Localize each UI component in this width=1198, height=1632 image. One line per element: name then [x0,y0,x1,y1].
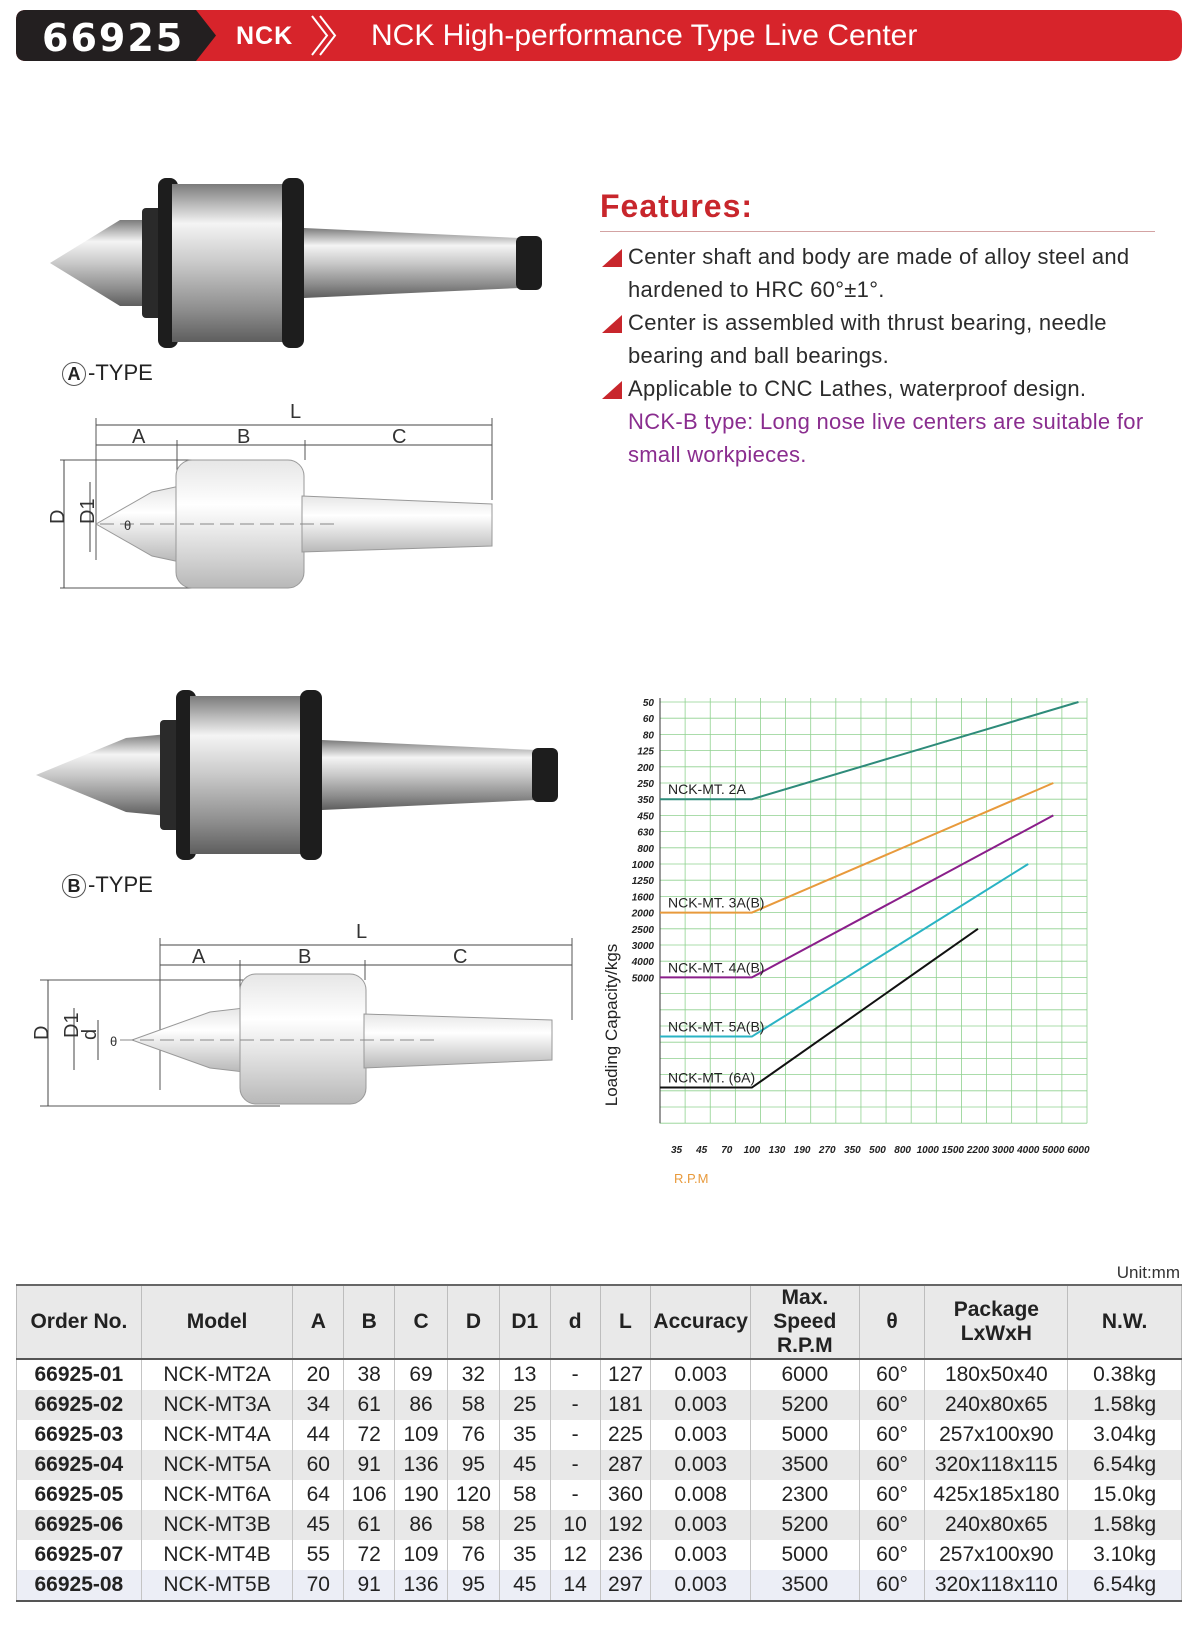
feature-item: Center is assembled with thrust bearing, needle bearing and ball bearings. [600,306,1180,372]
table-cell: - [550,1390,600,1420]
y-tick-label: 5000 [631,973,654,985]
table-cell: 76 [447,1540,499,1570]
column-header: Package LxWxH [925,1285,1068,1359]
table-cell: - [550,1450,600,1480]
x-tick-label: 350 [844,1145,861,1156]
table-cell: 5000 [750,1540,859,1570]
table-cell: 60° [859,1420,925,1450]
table-cell: 64 [293,1480,344,1510]
table-cell: 60 [293,1450,344,1480]
column-header: Model [141,1285,293,1359]
table-cell: 0.003 [651,1420,751,1450]
table-cell: 25 [499,1390,550,1420]
column-header: C [395,1285,448,1359]
table-cell: 3500 [750,1450,859,1480]
column-header: d [550,1285,600,1359]
table-cell: 181 [600,1390,651,1420]
table-cell: 0.38kg [1068,1359,1182,1390]
table-cell: 6.54kg [1068,1570,1182,1601]
table-cell: 38 [344,1359,395,1390]
triangle-bullet-icon [602,381,622,399]
table-cell: 45 [293,1510,344,1540]
table-cell: 86 [395,1510,448,1540]
y-tick-label: 60 [642,714,654,726]
x-axis-ticks [671,1145,1090,1156]
table-row [17,1359,1182,1390]
dim-d: d [79,1028,101,1040]
dim-C: C [453,946,468,968]
table-cell: 61 [344,1510,395,1540]
dim-B: B [237,426,251,448]
table-cell: - [550,1420,600,1450]
x-tick-label: 70 [721,1145,733,1156]
table-cell: 45 [499,1570,550,1601]
table-cell: 109 [395,1540,448,1570]
chart-series [660,702,1078,1088]
table-cell: 95 [447,1450,499,1480]
table-cell: 25 [499,1510,550,1540]
table-cell: 60° [859,1359,925,1390]
y-tick-label: 2500 [631,924,654,936]
table-cell: 91 [344,1570,395,1601]
table-cell: 120 [447,1480,499,1510]
table-cell: 3.10kg [1068,1540,1182,1570]
table-cell: 360 [600,1480,651,1510]
order-no-cell: 66925-07 [17,1540,142,1570]
table-cell: NCK-MT4A [141,1420,293,1450]
y-tick-label: 630 [637,827,654,839]
series-line [660,864,1028,1037]
table-cell: - [550,1359,600,1390]
feature-item: Applicable to CNC Lathes, waterproof design. [600,372,1180,405]
order-no-cell: 66925-08 [17,1570,142,1601]
x-tick-label: 130 [768,1145,786,1156]
table-cell: 5200 [750,1510,859,1540]
y-tick-label: 1250 [631,876,654,888]
column-header: L [600,1285,651,1359]
table-cell: 240x80x65 [925,1390,1068,1420]
y-tick-label: 2000 [631,908,654,920]
table-cell: 1.58kg [1068,1510,1182,1540]
product-image-a [50,178,570,348]
type-b-badge: B [62,874,86,898]
dim-L: L [290,401,302,423]
dim-theta: θ [124,518,132,533]
y-axis-label: Loading Capacity/kgs [602,943,621,1107]
loading-capacity-chart [592,680,1152,1220]
table-cell: 55 [293,1540,344,1570]
table-cell: NCK-MT4B [141,1540,293,1570]
table-cell: 2300 [750,1480,859,1510]
y-tick-label: 4000 [631,957,654,969]
table-cell: 45 [499,1450,550,1480]
dimension-drawing-b [20,920,580,1150]
order-no-cell: 66925-01 [17,1359,142,1390]
table-cell: 3500 [750,1570,859,1601]
column-header: θ [859,1285,925,1359]
feature-note: NCK-B type: Long nose live centers are suitable for small workpieces. [628,409,1144,467]
table-cell: 320x118x110 [925,1570,1068,1601]
table-cell: 236 [600,1540,651,1570]
table-cell: 14 [550,1570,600,1601]
product-image-b [36,690,576,860]
column-header: B [344,1285,395,1359]
table-cell: 192 [600,1510,651,1540]
table-cell: 0.003 [651,1359,751,1390]
table-cell: 13 [499,1359,550,1390]
table-cell: NCK-MT6A [141,1480,293,1510]
table-cell: 58 [447,1510,499,1540]
order-no-cell: 66925-03 [17,1420,142,1450]
triangle-bullet-icon [602,249,622,267]
column-header: A [293,1285,344,1359]
table-cell: 6000 [750,1359,859,1390]
x-tick-label: 3000 [991,1145,1015,1156]
table-row [17,1480,1182,1510]
table-cell: 35 [499,1540,550,1570]
y-tick-label: 125 [637,746,654,758]
table-cell: 180x50x40 [925,1359,1068,1390]
table-cell: 86 [395,1390,448,1420]
table-cell: 190 [395,1480,448,1510]
table-row [17,1450,1182,1480]
table-row [17,1570,1182,1601]
brand-label: NCK [236,22,294,50]
x-tick-label: 270 [818,1145,836,1156]
table-cell: 70 [293,1570,344,1601]
y-axis-ticks [631,698,655,984]
table-cell: NCK-MT3B [141,1510,293,1540]
type-b-label: B -TYPE [62,872,153,898]
column-header: Accuracy [651,1285,751,1359]
table-cell: 58 [499,1480,550,1510]
triangle-bullet-icon [602,315,622,333]
dim-D: D [31,1025,53,1040]
x-tick-label: 4000 [1017,1145,1040,1156]
order-no-cell: 66925-05 [17,1480,142,1510]
table-cell: 61 [344,1390,395,1420]
table-cell: 72 [344,1540,395,1570]
x-tick-label: 800 [894,1145,911,1156]
table-cell: 297 [600,1570,651,1601]
table-cell: 0.003 [651,1540,751,1570]
dim-L: L [356,921,368,943]
table-cell: 0.003 [651,1390,751,1420]
table-cell: 257x100x90 [925,1540,1068,1570]
table-cell: 34 [293,1390,344,1420]
table-cell: 69 [395,1359,448,1390]
table-cell: 60° [859,1450,925,1480]
table-cell: 95 [447,1570,499,1601]
table-cell: NCK-MT2A [141,1359,293,1390]
table-cell: 106 [344,1480,395,1510]
series-label: NCK-MT. (6A) [668,1069,756,1086]
unit-label: Unit:mm [1116,1263,1180,1282]
dim-D: D [47,509,69,524]
features-title: Features: [600,188,754,224]
series-label: NCK-MT. 4A(B) [668,959,765,976]
y-tick-label: 50 [642,698,654,709]
table-cell: 12 [550,1540,600,1570]
table-row [17,1420,1182,1450]
table-cell: 1.58kg [1068,1390,1182,1420]
series-line [660,929,978,1088]
table-cell: 320x118x115 [925,1450,1068,1480]
x-tick-label: 6000 [1067,1145,1090,1156]
table-cell: 15.0kg [1068,1480,1182,1510]
table-cell: 60° [859,1540,925,1570]
table-cell: 127 [600,1359,651,1390]
dim-A: A [132,426,146,448]
column-header: D [447,1285,499,1359]
dim-D1: D1 [61,1012,83,1038]
table-cell: 136 [395,1450,448,1480]
y-tick-label: 350 [637,795,654,807]
type-a-label: A -TYPE [62,360,153,386]
y-tick-label: 1000 [631,860,654,871]
series-label: NCK-MT. 3A(B) [668,894,765,911]
order-no-cell: 66925-06 [17,1510,142,1540]
table-cell: 240x80x65 [925,1510,1068,1540]
table-cell: NCK-MT5B [141,1570,293,1601]
dim-D1: D1 [77,498,99,524]
type-a-badge: A [62,362,86,386]
table-body [17,1359,1182,1601]
series-label: NCK-MT. 5A(B) [668,1018,765,1035]
dimension-drawing-a [40,400,510,600]
order-no-cell: 66925-02 [17,1390,142,1420]
table-cell: 425x185x180 [925,1480,1068,1510]
dim-A: A [192,946,206,968]
table-cell: 257x100x90 [925,1420,1068,1450]
table-cell: 109 [395,1420,448,1450]
x-axis-label: R.P.M [674,1171,709,1186]
table-cell: 35 [499,1420,550,1450]
column-header: Order No. [17,1285,142,1359]
y-tick-label: 1600 [631,892,654,904]
table-cell: 44 [293,1420,344,1450]
table-cell: 91 [344,1450,395,1480]
table-cell: 287 [600,1450,651,1480]
features-section [600,188,1180,471]
y-tick-label: 800 [637,843,654,855]
table-cell: 5000 [750,1420,859,1450]
table-cell: 72 [344,1420,395,1450]
table-cell: 60° [859,1510,925,1540]
spec-table [16,1284,1182,1602]
order-no-cell: 66925-04 [17,1450,142,1480]
table-cell: 58 [447,1390,499,1420]
table-cell: 0.008 [651,1480,751,1510]
table-cell: 136 [395,1570,448,1601]
table-cell: NCK-MT3A [141,1390,293,1420]
table-cell: 10 [550,1510,600,1540]
x-tick-label: 45 [696,1145,708,1156]
table-cell: 6.54kg [1068,1450,1182,1480]
x-tick-label: 2200 [966,1145,990,1156]
series-label: NCK-MT. 2A [668,781,746,798]
table-header-row [17,1285,1182,1359]
dim-C: C [392,426,407,448]
column-header: Max. Speed R.P.M [750,1285,859,1359]
column-header: D1 [499,1285,550,1359]
product-code: 66925 [42,16,185,60]
y-tick-label: 200 [637,762,654,774]
x-tick-label: 500 [869,1145,886,1156]
y-tick-label: 80 [642,730,654,742]
column-header: N.W. [1068,1285,1182,1359]
x-tick-label: 1000 [916,1145,939,1156]
y-tick-label: 450 [637,811,654,823]
dim-B: B [298,946,312,968]
table-cell: 5200 [750,1390,859,1420]
table-cell: 0.003 [651,1570,751,1601]
table-row [17,1510,1182,1540]
table-cell: 0.003 [651,1450,751,1480]
x-tick-label: 100 [743,1145,761,1156]
table-row [17,1540,1182,1570]
table-cell: 225 [600,1420,651,1450]
y-tick-label: 3000 [631,941,654,952]
table-cell: 60° [859,1480,925,1510]
table-cell: 20 [293,1359,344,1390]
table-cell: 60° [859,1390,925,1420]
header-banner [16,10,1182,61]
table-cell: 32 [447,1359,499,1390]
table-cell: - [550,1480,600,1510]
x-tick-label: 5000 [1042,1145,1065,1156]
x-tick-label: 35 [670,1145,683,1156]
x-tick-label: 190 [793,1145,811,1156]
feature-item: Center shaft and body are made of alloy steel and hardened to HRC 60°±1°. [600,240,1180,306]
table-cell: 60° [859,1570,925,1601]
table-cell: 0.003 [651,1510,751,1540]
dim-theta: θ [110,1034,118,1049]
x-tick-label: 1500 [941,1145,964,1156]
table-row [17,1390,1182,1420]
y-tick-label: 250 [637,779,654,790]
page-title: NCK High-performance Type Live Center [371,19,918,52]
table-cell: NCK-MT5A [141,1450,293,1480]
table-cell: 3.04kg [1068,1420,1182,1450]
table-cell: 76 [447,1420,499,1450]
features-divider [600,231,1155,232]
